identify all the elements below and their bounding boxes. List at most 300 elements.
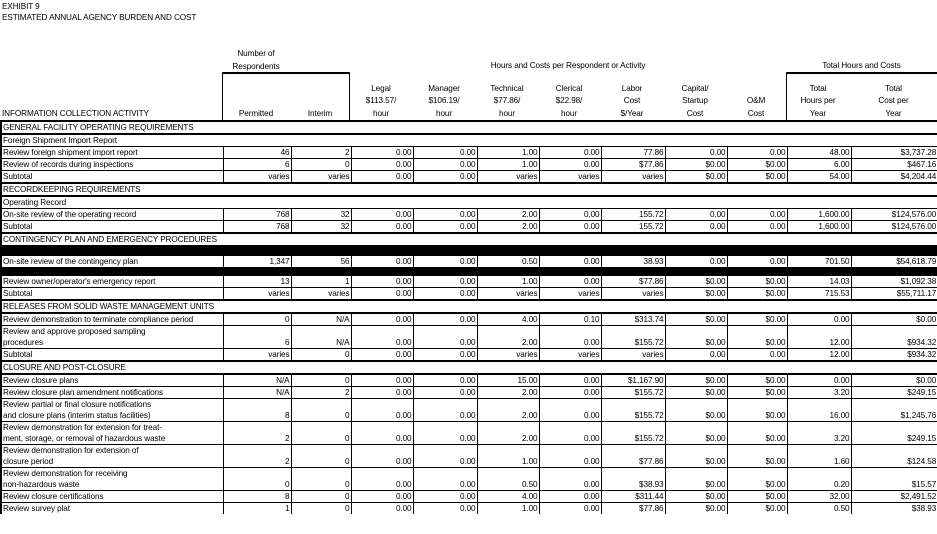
value-cell: $15.57 — [851, 468, 937, 491]
column-header-line: Labor — [621, 83, 643, 93]
subtotal-row — [1, 221, 937, 234]
value-cell: $0.00 — [665, 422, 727, 445]
value-cell: 0.10 — [539, 313, 601, 326]
value-cell: $0.00 — [851, 313, 937, 326]
value-cell: 2.00 — [477, 209, 539, 221]
activity-cell: Review closure plans — [1, 374, 223, 387]
value-cell: 1 — [291, 276, 351, 288]
value-cell: 0.00 — [413, 468, 477, 491]
category-title: RELEASES FROM SOLID WASTE MANAGEMENT UNITS — [1, 300, 937, 313]
value-cell: 13 — [223, 276, 291, 288]
value-cell: 8 — [223, 491, 291, 503]
value-cell: 2 — [223, 445, 291, 468]
value-cell: $0.00 — [665, 374, 727, 387]
column-header-line: Capital/ — [681, 83, 709, 93]
value-cell: 32 — [291, 209, 351, 221]
value-cell: 0.50 — [787, 503, 851, 515]
column-header-line: $113.57/ — [365, 96, 397, 105]
column-header — [222, 108, 290, 121]
column-header-line: $/Year — [620, 108, 644, 118]
value-cell: 0.00 — [351, 147, 413, 159]
value-cell: varies — [477, 171, 539, 184]
table-row — [1, 326, 937, 349]
value-cell: 4.00 — [477, 491, 539, 503]
column-header — [850, 83, 937, 121]
activity-cell: Review closure plan amendment notifications — [1, 387, 223, 399]
value-cell: 0.00 — [539, 491, 601, 503]
value-cell: $0.00 — [727, 387, 787, 399]
table-row — [1, 387, 937, 399]
value-cell: 6.00 — [787, 159, 851, 171]
column-header-line: Total — [809, 83, 827, 93]
value-cell: 0.00 — [351, 422, 413, 445]
value-cell: varies — [601, 171, 665, 184]
activity-line: ment, storage, or removal of hazardous waste — [3, 434, 166, 443]
value-cell: 0.00 — [413, 288, 477, 301]
activity-cell: Subtotal — [1, 171, 223, 184]
value-cell: 0.00 — [413, 503, 477, 515]
value-cell: 0.00 — [351, 313, 413, 326]
value-cell: $1,245.76 — [851, 399, 937, 422]
column-header-line: hour — [373, 108, 389, 118]
value-cell: 0.00 — [351, 445, 413, 468]
category-row — [1, 300, 937, 313]
activity-line: Review demonstration for receiving — [3, 469, 128, 478]
value-cell: N/A — [223, 387, 291, 399]
column-header-line: Hours per — [800, 96, 836, 105]
value-cell: $0.00 — [665, 313, 727, 326]
table-row — [1, 276, 937, 288]
column-header — [290, 108, 350, 121]
value-cell: $155.72 — [601, 422, 665, 445]
value-cell: $54,618.79 — [851, 256, 937, 268]
activity-cell — [1, 422, 223, 445]
category-row — [1, 121, 937, 134]
column-header — [538, 83, 600, 121]
value-cell: 0.00 — [539, 468, 601, 491]
value-cell: $934.32 — [851, 326, 937, 349]
column-header — [412, 83, 476, 121]
value-cell: 0 — [291, 399, 351, 422]
value-cell: 2.00 — [477, 387, 539, 399]
value-cell: $0.00 — [727, 288, 787, 301]
value-cell: 1 — [223, 503, 291, 515]
value-cell: 16.00 — [787, 399, 851, 422]
value-cell: 0.00 — [413, 445, 477, 468]
value-cell: $0.00 — [665, 399, 727, 422]
value-cell: varies — [291, 288, 351, 301]
value-cell: 0 — [291, 349, 351, 362]
value-cell: $249.15 — [851, 387, 937, 399]
value-cell: 3.20 — [787, 387, 851, 399]
redacted-bar-cell — [1, 246, 937, 256]
activity-cell: On-site review of the contingency plan — [1, 256, 223, 268]
value-cell: varies — [539, 171, 601, 184]
page-title: ESTIMATED ANNUAL AGENCY BURDEN AND COST — [2, 13, 197, 22]
activity-cell: Subtotal — [1, 221, 223, 234]
value-cell: 1,600.00 — [787, 221, 851, 234]
table-row — [1, 209, 937, 221]
value-cell: 8 — [223, 399, 291, 422]
value-cell: 12.00 — [787, 349, 851, 362]
value-cell: 0.00 — [413, 209, 477, 221]
value-cell: 0.00 — [727, 209, 787, 221]
value-cell: $124.58 — [851, 445, 937, 468]
value-cell: 0.00 — [539, 399, 601, 422]
value-cell: 0.00 — [351, 503, 413, 515]
section-title: Foreign Shipment Import Report — [1, 134, 937, 147]
value-cell: $0.00 — [727, 491, 787, 503]
value-cell: 0.00 — [351, 399, 413, 422]
group-rule — [786, 72, 937, 74]
activity-line: non-hazardous waste — [3, 480, 80, 489]
value-cell: varies — [223, 171, 291, 184]
value-cell: 0.00 — [539, 503, 601, 515]
activity-cell: Review survey plat — [1, 503, 223, 515]
table-row — [1, 147, 937, 159]
subtotal-row — [1, 349, 937, 362]
activity-line: Review demonstration for extension for treat- — [3, 423, 162, 432]
value-cell: $0.00 — [727, 159, 787, 171]
table-row — [1, 256, 937, 268]
column-header-line: hour — [561, 108, 577, 118]
value-cell: 768 — [223, 221, 291, 234]
value-cell: $0.00 — [727, 313, 787, 326]
value-cell: 0.00 — [787, 374, 851, 387]
value-cell: 0.00 — [727, 256, 787, 268]
value-cell: 0.00 — [351, 221, 413, 234]
value-cell: 1.00 — [477, 503, 539, 515]
value-cell: 0.00 — [351, 374, 413, 387]
value-cell: 0.20 — [787, 468, 851, 491]
value-cell: 2.00 — [477, 326, 539, 349]
table-row — [1, 445, 937, 468]
column-header-line: Year — [885, 108, 902, 118]
value-cell: 0.00 — [539, 147, 601, 159]
value-cell: 0.00 — [351, 491, 413, 503]
value-cell: $77.86 — [601, 159, 665, 171]
value-cell: 1.00 — [477, 147, 539, 159]
column-header-line: Technical — [490, 83, 524, 93]
value-cell: 0 — [291, 374, 351, 387]
table-row — [1, 313, 937, 326]
redacted-bar-cell — [1, 267, 937, 276]
value-cell: 0.00 — [351, 209, 413, 221]
value-cell: 0.00 — [727, 147, 787, 159]
category-title: CLOSURE AND POST-CLOSURE — [1, 361, 937, 374]
value-cell: $38.93 — [851, 503, 937, 515]
value-cell: 0.00 — [413, 256, 477, 268]
value-cell: varies — [601, 349, 665, 362]
column-header-line: hour — [499, 108, 515, 118]
value-cell: 701.50 — [787, 256, 851, 268]
column-header-line: Interim — [307, 108, 333, 118]
activity-cell — [1, 399, 223, 422]
column-header — [350, 83, 412, 121]
value-cell: $0.00 — [727, 399, 787, 422]
value-cell: 12.00 — [787, 326, 851, 349]
activity-column-header: INFORMATION COLLECTION ACTIVITY — [2, 109, 149, 118]
value-cell: 32 — [291, 221, 351, 234]
column-header-line: Total — [885, 83, 902, 93]
value-cell: 0.00 — [539, 326, 601, 349]
value-cell: 0.00 — [413, 221, 477, 234]
value-cell: 0.00 — [665, 221, 727, 234]
activity-cell: Review of records during inspections — [1, 159, 223, 171]
value-cell: 38.93 — [601, 256, 665, 268]
value-cell: $0.00 — [727, 276, 787, 288]
value-cell: 0.00 — [539, 209, 601, 221]
value-cell: 2.00 — [477, 422, 539, 445]
value-cell: 0.00 — [539, 276, 601, 288]
activity-line: Review and approve proposed sampling — [3, 327, 146, 336]
value-cell: 56 — [291, 256, 351, 268]
value-cell: 0 — [291, 422, 351, 445]
exhibit-label: EXHIBIT 9 — [2, 2, 40, 11]
section-row — [1, 196, 937, 209]
value-cell: 0.00 — [413, 147, 477, 159]
value-cell: $0.00 — [727, 503, 787, 515]
value-cell: 0.00 — [413, 171, 477, 184]
value-cell: varies — [223, 349, 291, 362]
value-cell: N/A — [291, 326, 351, 349]
value-cell: 0.00 — [351, 387, 413, 399]
value-cell: $0.00 — [665, 503, 727, 515]
value-cell: $1,167.90 — [601, 374, 665, 387]
value-cell: $2,491.52 — [851, 491, 937, 503]
value-cell: 54.00 — [787, 171, 851, 184]
value-cell: 0.00 — [351, 171, 413, 184]
value-cell: 0.00 — [539, 445, 601, 468]
value-cell: 0 — [291, 468, 351, 491]
value-cell: $4,204.44 — [851, 171, 937, 184]
table-row — [1, 503, 937, 515]
value-cell: varies — [539, 349, 601, 362]
value-cell: 1.00 — [477, 445, 539, 468]
value-cell: 0.00 — [413, 422, 477, 445]
activity-cell — [1, 326, 223, 349]
activity-cell: Review foreign shipment import report — [1, 147, 223, 159]
value-cell: 0.00 — [787, 313, 851, 326]
value-cell: $77.86 — [601, 276, 665, 288]
value-cell: $0.00 — [665, 491, 727, 503]
value-cell: 0.00 — [539, 387, 601, 399]
activity-cell: Subtotal — [1, 349, 223, 362]
value-cell: 2 — [291, 147, 351, 159]
value-cell: 1,347 — [223, 256, 291, 268]
activity-cell: On-site review of the operating record — [1, 209, 223, 221]
value-cell: 6 — [223, 159, 291, 171]
activity-cell: Subtotal — [1, 288, 223, 301]
value-cell: 0 — [291, 159, 351, 171]
value-cell: $124,576.00 — [851, 221, 937, 234]
value-cell: 0.00 — [351, 326, 413, 349]
value-cell: $0.00 — [727, 422, 787, 445]
column-header-line: Year — [809, 108, 827, 118]
column-header — [786, 83, 850, 121]
value-cell: 48.00 — [787, 147, 851, 159]
value-cell: 0.00 — [351, 256, 413, 268]
value-cell: 6 — [223, 326, 291, 349]
column-header-line: Cost — [747, 108, 765, 118]
redacted-bar — [1, 246, 937, 256]
subtotal-row — [1, 171, 937, 184]
value-cell: 0.50 — [477, 256, 539, 268]
value-cell: $155.72 — [601, 399, 665, 422]
category-title: GENERAL FACILITY OPERATING REQUIREMENTS — [1, 121, 937, 134]
value-cell: $124,576.00 — [851, 209, 937, 221]
value-cell: $77.86 — [601, 503, 665, 515]
value-cell: 3.20 — [787, 422, 851, 445]
value-cell: 0.00 — [413, 349, 477, 362]
column-header-line: $106.19/ — [428, 96, 460, 105]
table-row — [1, 468, 937, 491]
value-cell: $311.44 — [601, 491, 665, 503]
value-cell: 0.00 — [539, 221, 601, 234]
value-cell: 0 — [291, 503, 351, 515]
value-cell: 0.00 — [413, 387, 477, 399]
activity-cell — [1, 468, 223, 491]
value-cell: $0.00 — [665, 171, 727, 184]
respondents-group-header — [222, 48, 290, 73]
value-cell: $0.00 — [665, 288, 727, 301]
column-header-line: Cost per — [878, 96, 909, 105]
value-cell: $155.72 — [601, 387, 665, 399]
value-cell: 0.00 — [665, 256, 727, 268]
value-cell: $55,711.17 — [851, 288, 937, 301]
column-header-line: Manager — [428, 83, 460, 93]
burden-table — [0, 120, 937, 514]
value-cell: 715.53 — [787, 288, 851, 301]
value-cell: varies — [539, 288, 601, 301]
value-cell: 0.00 — [413, 326, 477, 349]
value-cell: varies — [223, 288, 291, 301]
value-cell: 0.00 — [413, 399, 477, 422]
value-cell: 1.00 — [477, 276, 539, 288]
value-cell: 0.00 — [413, 276, 477, 288]
value-cell: 4.00 — [477, 313, 539, 326]
value-cell: 0.00 — [539, 159, 601, 171]
section-title: Operating Record — [1, 196, 937, 209]
value-cell: 15.00 — [477, 374, 539, 387]
group-rule — [222, 72, 350, 74]
value-cell: $467.16 — [851, 159, 937, 171]
value-cell: varies — [477, 288, 539, 301]
value-cell: 0.50 — [477, 468, 539, 491]
value-cell: 1,600.00 — [787, 209, 851, 221]
value-cell: 768 — [223, 209, 291, 221]
value-cell: 2 — [223, 422, 291, 445]
value-cell: 32.00 — [787, 491, 851, 503]
activity-cell — [1, 445, 223, 468]
value-cell: 0.00 — [413, 491, 477, 503]
column-header-line: Cost — [686, 108, 704, 118]
section-row — [1, 134, 937, 147]
value-cell: 2.00 — [477, 221, 539, 234]
activity-cell: Review owner/operator's emergency report — [1, 276, 223, 288]
respondents-group-line: Respondents — [232, 61, 280, 71]
value-cell: 77.86 — [601, 147, 665, 159]
activity-line: procedures — [3, 338, 43, 347]
hours-group-header: Hours and Costs per Respondent or Activity — [490, 61, 646, 70]
value-cell: 0.00 — [727, 349, 787, 362]
value-cell: $249.15 — [851, 422, 937, 445]
value-cell: $0.00 — [665, 159, 727, 171]
value-cell: $0.00 — [727, 445, 787, 468]
value-cell: 1.00 — [477, 159, 539, 171]
value-cell: $0.00 — [665, 326, 727, 349]
category-row — [1, 233, 937, 246]
activity-line: and closure plans (interim status facilities) — [3, 411, 151, 420]
value-cell: $155.72 — [601, 326, 665, 349]
column-header-line: Clerical — [555, 83, 583, 93]
activity-line: Review demonstration for extension of — [3, 446, 139, 455]
value-cell: 0.00 — [413, 374, 477, 387]
value-cell: $0.00 — [727, 468, 787, 491]
category-row — [1, 183, 937, 196]
activity-cell: Review closure certifications — [1, 491, 223, 503]
subtotal-row — [1, 288, 937, 301]
value-cell: 0 — [223, 313, 291, 326]
value-cell: $3,737.28 — [851, 147, 937, 159]
column-header-line: Cost — [623, 96, 641, 105]
value-cell: N/A — [291, 313, 351, 326]
value-cell: $0.00 — [727, 326, 787, 349]
value-cell: 1.60 — [787, 445, 851, 468]
column-header-line: O&M — [746, 96, 766, 105]
value-cell: 0.00 — [413, 313, 477, 326]
value-cell: N/A — [223, 374, 291, 387]
value-cell: 0.00 — [539, 256, 601, 268]
column-header-line: hour — [436, 108, 452, 118]
value-cell: 2 — [291, 387, 351, 399]
activity-line: closure period — [3, 457, 54, 466]
activity-line: Review partial or final closure notifications — [3, 400, 151, 409]
value-cell: 0.00 — [351, 159, 413, 171]
value-cell: $313.74 — [601, 313, 665, 326]
value-cell: $0.00 — [851, 374, 937, 387]
value-cell: 2.00 — [477, 399, 539, 422]
value-cell: 0 — [223, 468, 291, 491]
value-cell: 0.00 — [665, 147, 727, 159]
category-row — [1, 361, 937, 374]
value-cell: $0.00 — [665, 387, 727, 399]
column-header-line: Startup — [682, 96, 708, 105]
table-row — [1, 491, 937, 503]
value-cell: 14.03 — [787, 276, 851, 288]
respondents-group-line: Number of — [237, 49, 275, 58]
value-cell: 0.00 — [351, 276, 413, 288]
table-header — [0, 46, 937, 120]
value-cell: $934.32 — [851, 349, 937, 362]
value-cell: $0.00 — [727, 374, 787, 387]
value-cell: $0.00 — [665, 276, 727, 288]
value-cell: $0.00 — [665, 445, 727, 468]
column-header-line: Permitted — [238, 108, 274, 118]
value-cell: 0.00 — [539, 422, 601, 445]
column-header-line: $22.98/ — [555, 96, 583, 105]
category-title: RECORDKEEPING REQUIREMENTS — [1, 183, 937, 196]
column-header — [600, 83, 664, 121]
value-cell: 0 — [291, 491, 351, 503]
value-cell: varies — [477, 349, 539, 362]
column-header — [476, 83, 538, 121]
value-cell: $38.93 — [601, 468, 665, 491]
value-cell: 0.00 — [539, 374, 601, 387]
value-cell: $0.00 — [727, 171, 787, 184]
value-cell: 0.00 — [665, 209, 727, 221]
totals-group-header: Total Hours and Costs — [822, 61, 901, 70]
